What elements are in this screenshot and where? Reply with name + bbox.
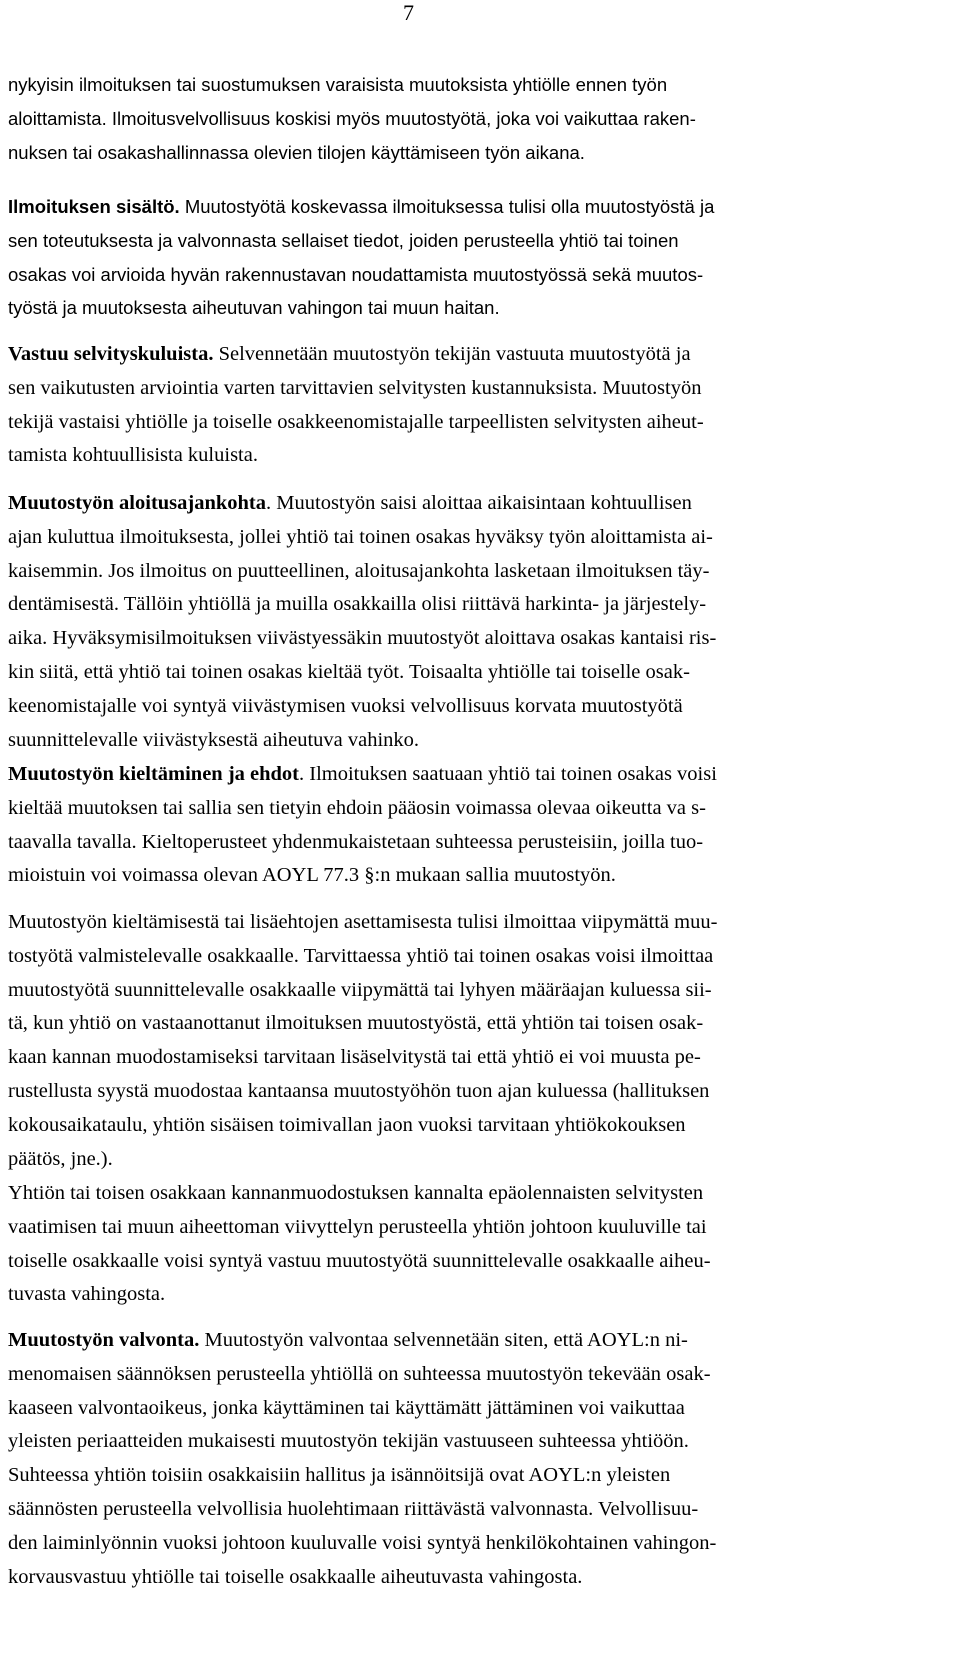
paragraph-line: tekijä vastaisi yhtiölle ja toiselle osakkeenomistajalle tarpeellisten selvitysten aiheut- (8, 410, 704, 433)
paragraph-line: yleisten periaatteiden mukaisesti muutostyön tekijän vastuuseen suhteessa yhtiöön. (8, 1430, 689, 1453)
paragraph-muutostyon-valvonta (8, 1324, 948, 1594)
paragraph-line: Suhteessa yhtiön toisiin osakkaisiin hallitus ja isännöitsijä ovat AOYL:n yleisten (8, 1464, 671, 1487)
paragraph-line: keenomistajalle voi syntyä viivästymisen vuoksi velvollisuus korvata muutostyötä (8, 694, 683, 717)
paragraph-heading: Vastuu selvityskuluista. (8, 343, 214, 365)
paragraph-line: sen vaikutusten arviointia varten tarvittavien selvitysten kustannuksista. Muutostyön (8, 376, 702, 399)
paragraph-line: tuvasta vahingosta. (8, 1283, 166, 1306)
paragraph-intro-continuation (8, 68, 948, 169)
paragraph-ilmoituksen-sisalto (8, 190, 948, 325)
paragraph-line (8, 190, 948, 224)
paragraph-line: den laiminlyönnin vuoksi johtoon kuuluvalle voisi syntyä henkilökohtainen vahingon- (8, 1531, 717, 1554)
paragraph-line: Yhtiön tai toisen osakkaan kannanmuodostuksen kannalta epäolennaisten selvitysten (8, 1182, 704, 1204)
paragraph-line-text: Selvennetään muutostyön tekijän vastuuta muutostyötä ja (213, 343, 691, 365)
paragraph-line: toiselle osakkaalle voisi syntyä vastuu muutostyötä suunnittelevalle osakkaalle aiheu- (8, 1249, 711, 1272)
paragraph-line: suunnittelevalle viivästyksestä aiheutuva vahinko. (8, 728, 420, 751)
paragraph-line (8, 1324, 948, 1358)
paragraph-heading: Muutostyön kieltäminen ja ehdot (8, 763, 300, 785)
paragraph-line (8, 758, 948, 792)
paragraph-line: kieltää muutoksen tai sallia sen tietyin ehdoin pääosin voimassa olevaa oikeutta va s- (8, 796, 706, 819)
paragraph-line: kaisemmin. Jos ilmoitus on puutteellinen, aloitusajankohta lasketaan ilmoituksen täy- (8, 559, 710, 582)
paragraph-line: säännösten perusteella velvollisia huolehtimaan riittävästä valvonnasta. Velvollisuu- (8, 1497, 699, 1520)
paragraph-line: nuksen tai osakashallinnassa olevien tilojen käyttämiseen työn aikana. (8, 141, 585, 163)
paragraph-line: aloittamista. Ilmoitusvelvollisuus koskisi myös muutostyötä, joka voi vaikuttaa raken- (8, 107, 696, 129)
paragraph-line: työstä ja muutoksesta aiheutuvan vahingon tai muun haitan. (8, 297, 500, 319)
paragraph-line (8, 338, 948, 372)
paragraph-line-text: . Ilmoituksen saatuaan yhtiö tai toinen osakas voisi (299, 763, 717, 785)
paragraph-line: menomaisen säännöksen perusteella yhtiöllä on suhteessa muutostyön tekevään osak- (8, 1362, 711, 1385)
paragraph-heading: Ilmoituksen sisältö. (8, 196, 180, 217)
paragraph-line: osakas voi arvioida hyvän rakennustavan noudattamista muutostyössä sekä muutos- (8, 263, 704, 285)
paragraph-line: tostyötä valmistelevalle osakkaalle. Tarvittaessa yhtiö tai toinen osakas voisi ilmoittaa (8, 944, 714, 967)
paragraph-line: päätös, jne.). (8, 1147, 113, 1170)
paragraph-line (8, 487, 948, 521)
paragraph-kieltaminen-ja-ehdot (8, 758, 948, 893)
paragraph-line-text: . Muutostyön saisi aloittaa aikaisintaan kohtuullisen (266, 492, 692, 514)
paragraph-line: nykyisin ilmoituksen tai suostumuksen varaisista muutoksista yhtiölle ennen työn (8, 74, 668, 95)
paragraph-line: ajan kuluttua ilmoituksesta, jollei yhtiö tai toinen osakas hyväksy työn aloittamista ai- (8, 525, 713, 548)
paragraph-vastuu-selvityskuluista (8, 338, 948, 473)
paragraph-line: dentämisestä. Tällöin yhtiöllä ja muilla osakkailla olisi riittävä harkinta- ja järjestely- (8, 593, 707, 616)
paragraph-line: kaaseen valvontaoikeus, jonka käyttäminen tai käyttämätt jättäminen voi vaikuttaa (8, 1396, 685, 1419)
paragraph-line: muutostyötä suunnittelevalle osakkaalle viipymättä tai lyhyen määräajan kuluessa sii- (8, 978, 712, 1001)
paragraph-heading: Muutostyön aloitusajankohta (8, 492, 267, 514)
paragraph-line: korvausvastuu yhtiölle tai toiselle osakkaalle aiheutuvasta vahingosta. (8, 1565, 583, 1588)
page-number: 7 (403, 0, 414, 25)
paragraph-line-text: Muutostyön valvontaa selvennetään siten, että AOYL:n ni- (199, 1329, 688, 1351)
paragraph-line: tä, kun yhtiö on vastaanottanut ilmoituksen muutostyöstä, että yhtiön tai toisen osak- (8, 1012, 704, 1035)
paragraph-kieltamisesta-ilmoittaminen (8, 906, 948, 1176)
paragraph-line: tamista kohtuullisista kuluista. (8, 444, 258, 467)
paragraph-line: rustellusta syystä muodostaa kantaansa muutostyöhön tuon ajan kuluessa (hallituksen (8, 1079, 710, 1102)
paragraph-line: sen toteutuksesta ja valvonnasta sellaiset tiedot, joiden perusteella yhtiö tai toinen (8, 229, 679, 251)
paragraph-heading: Muutostyön valvonta. (8, 1329, 200, 1351)
paragraph-line: taavalla tavalla. Kieltoperusteet yhdenmukaistetaan suhteessa perusteisiin, joilla tuo- (8, 830, 704, 853)
paragraph-aloitusajankohta (8, 487, 948, 757)
paragraph-line: kin siitä, että yhtiö tai toinen osakas kieltää työt. Toisaalta yhtiölle tai toiselle osak- (8, 660, 690, 683)
paragraph-line: vaatimisen tai muun aiheettoman viivyttelyn perusteella yhtiön johtoon kuuluville tai (8, 1215, 707, 1238)
paragraph-line: kaan kannan muodostamiseksi tarvitaan lisäselvitystä tai että yhtiö ei voi muusta pe- (8, 1046, 701, 1069)
paragraph-line: mioistuin voi voimassa olevan AOYL 77.3 §:n mukaan sallia muutostyön. (8, 864, 616, 887)
paragraph-line: aika. Hyväksymisilmoituksen viivästyessäkin muutostyöt aloittava osakas kantaisi ris- (8, 627, 717, 650)
paragraph-line: Muutostyön kieltämisestä tai lisäehtojen asettamisesta tulisi ilmoittaa viipymättä muu- (8, 911, 718, 933)
paragraph-viivyttely-vastuu (8, 1177, 948, 1312)
paragraph-line: kokousaikataulu, yhtiön sisäisen toimivallan jaon vuoksi tarvitaan yhtiökokouksen (8, 1113, 686, 1136)
paragraph-line-text: Muutostyötä koskevassa ilmoituksessa tulisi olla muutostyöstä ja (179, 196, 715, 217)
